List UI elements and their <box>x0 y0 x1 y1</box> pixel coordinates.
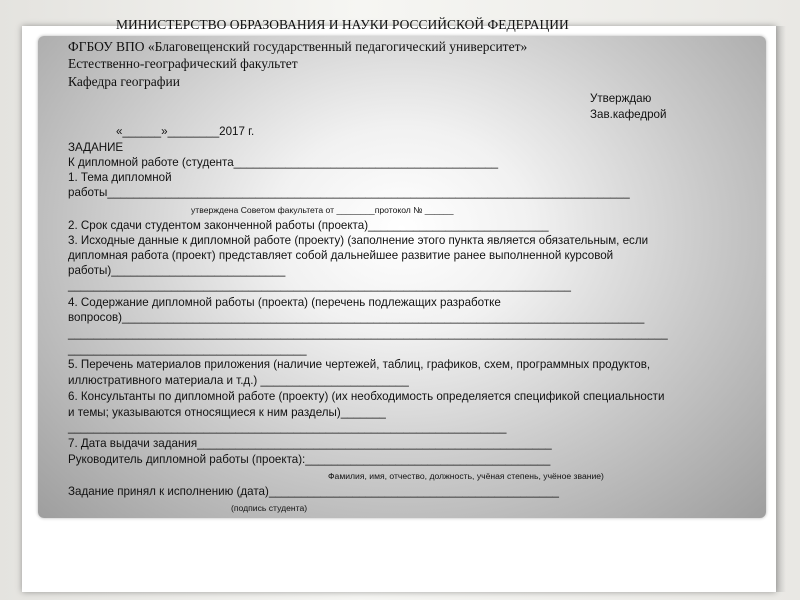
item-4-line-1: 4. Содержание дипломной работы (проекта) (перечень подлежащих разработке <box>68 296 501 309</box>
signature-hint: (подпись студента) <box>231 503 308 513</box>
item-3-line-1: 3. Исходные данные к дипломной работе (проекту) (заполнение этого пункта является обязательным, если <box>68 234 649 247</box>
item-3-line-3: работы)___________________________ <box>68 264 286 277</box>
item-5-line-2: иллюстративного материала и т.д.) _______________________ <box>68 374 409 387</box>
item-2: 2. Срок сдачи студентом законченной работы (проекта)____________________________ <box>68 219 549 232</box>
frame-shadow <box>776 26 786 592</box>
approved-council-line: утверждена Советом факультета от ________протокол № ______ <box>191 205 454 215</box>
to-work-line: К дипломной работе (студента_________________________________________ <box>68 156 499 169</box>
approve-label: Утверждаю <box>590 92 652 105</box>
topic-line-1: 1. Тема дипломной <box>68 171 172 184</box>
blank-line-2: _____________________________________________________________________________________________ <box>68 327 668 340</box>
accepted-line: Задание принял к исполнению (дата)_____________________________________________ <box>68 485 559 498</box>
item-5-line-1: 5. Перечень материалов приложения (наличие чертежей, таблиц, графиков, схем, программных продуктов, <box>68 358 651 371</box>
approve-by-label: Зав.кафедрой <box>590 108 667 121</box>
task-title: ЗАДАНИЕ <box>68 141 124 154</box>
blank-line-1: ______________________________________________________________________________ <box>68 279 571 292</box>
ministry-heading: МИНИСТЕРСТВО ОБРАЗОВАНИЯ И НАУКИ РОССИЙСКОЙ ФЕДЕРАЦИИ <box>116 17 569 32</box>
item-6-line-2: и темы; указываются относящиеся к ним разделы)_______ <box>68 406 386 419</box>
date-line: «______»________2017 г. <box>116 125 255 138</box>
item-6-line-1: 6. Консультанты по дипломной работе (проекту) (их необходимость определяется спецификой специальности <box>68 390 665 403</box>
item-3-line-2: дипломная работа (проект) представляет собой дальнейшее развитие ранее выполненной курсовой <box>68 249 614 262</box>
department-name: Кафедра географии <box>68 74 180 89</box>
topic-line-2: работы_________________________________________________________________________________ <box>68 186 630 199</box>
item-4-line-2: вопросов)_________________________________________________________________________________ <box>68 311 645 324</box>
blank-line-3: _____________________________________ <box>68 343 307 356</box>
blank-line-4: ____________________________________________________________________ <box>68 421 507 434</box>
supervisor-line: Руководитель дипломной работы (проекта):______________________________________ <box>68 453 551 466</box>
supervisor-hint: Фамилия, имя, отчество, должность, учёная степень, учёное звание) <box>328 471 604 481</box>
faculty-name: Естественно-географический факультет <box>68 56 298 71</box>
item-7: 7. Дата выдачи задания_______________________________________________________ <box>68 437 552 450</box>
university-name: ФГБОУ ВПО «Благовещенский государственный педагогический университет» <box>68 39 528 54</box>
